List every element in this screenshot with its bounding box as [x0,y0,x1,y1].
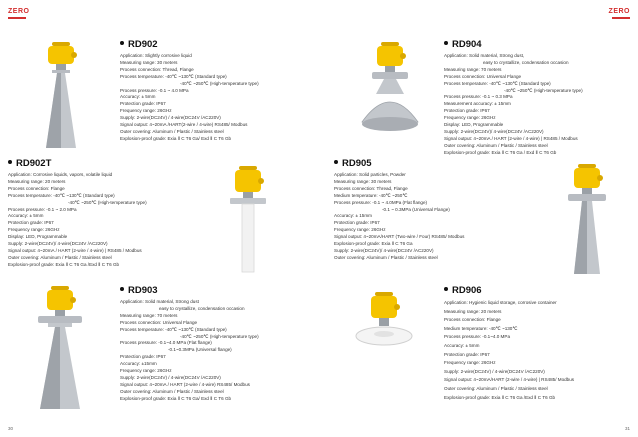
spec-item: Explosion-proof grade: Exia Ⅱ C T6 Ga /Exd Ⅱ C T6 Gb [444,394,556,400]
spec-item: Signal output: 4~20mA / HART (2-wire / 4-wire) | RS485 / Modbus [444,135,578,141]
spec-item: Supply: 2-wire(DC24V)/ 4-wire(DC24V /AC220V) [8,241,108,247]
brand-logo: ZERO [8,8,30,15]
spec-item: -40℃ ~250℃ (High-temperature type) [504,87,583,93]
spec-item: Application: Solid material, Strong dust [120,299,199,304]
spec-item: easy to crystallize, condensation occasion [483,59,569,65]
spec-item: Process connection: Universal Flange [444,73,522,79]
spec-item: Signal output: 4~20mA/HART (2-wire / 4-wire) | RS485/ Modbus [444,377,575,383]
spec-item: Process pressure: -0.1 ~ 4.0 MPa [120,87,189,93]
spec-item: Signal output: 4~20mA / HART (2-wire / 4-wire) RS485/ Modbus [120,381,250,387]
spec-item: Outer covering: Aluminum / Plastic / Stainless steel [444,142,548,148]
spec-item: Supply: 2-wire(DC24V)/ 4-wire(DC24V /AC220V) [334,247,434,253]
spec-item: Application: Hygienic liquid storage, corrosive container [444,300,557,305]
spec-item: -0.1~0.3MPa (Universal flange) [168,347,232,353]
spec-item: Process pressure: -0.1 ~ 0.3 MPa [444,94,513,100]
spec-item: Outer covering: Aluminum / Plastic / Stainless steel [120,388,224,394]
product-title: RD902T [8,158,147,169]
product-rd904 [444,39,583,157]
spec-item: Accuracy: ± 5mm [444,342,480,348]
spec-item: Process temperature: -40℃ ~130℃ (Standard type) [120,73,227,79]
spec-item: Process temperature: -40℃ ~130℃ (Standard type) [444,80,551,86]
product-title: RD906 [444,285,574,296]
product-rd905 [334,158,464,262]
spec-item: Protection grade: IP67 [334,220,380,226]
spec-item: Explosion-proof grade: Exia Ⅱ C T6 Ga/ Exd Ⅱ C T6 Gb [120,395,232,401]
spec-list [334,172,464,262]
spec-item: -0.1 ~ 0.3MPa (Universal Flange) [382,206,450,212]
spec-item: -40℃ ~250℃ (High-temperature type) [180,80,259,86]
product-rd903 [120,285,259,403]
spec-item: Signal output: 4~20mA/HART (Two-wire / Four) RS485/ Modbus [334,234,465,240]
spec-item: Outer covering: Aluminum / Plastic / Stainless steel [444,385,548,391]
spec-item: Signal output: 4~20mA / HART (2-wire / 4-wire) | RS485 / Modbus [8,247,142,253]
spec-item: Supply: 2-wire(DC24V) / 4-wire(DC24V /AC220V) [444,368,545,374]
spec-item: Process connection: Thread, Flange [120,66,194,72]
spec-item: Frequency range: 26GHz [334,227,386,233]
spec-item: easy to crystallize, condensation occasion [159,305,245,311]
spec-item: Frequency range: 26GHz [8,227,60,233]
spec-item: Outer covering: Aluminum / Plastic / Stainless steel [120,128,224,134]
rd904-device-icon [354,42,426,142]
spec-item: Application: Solid particles, Powder [334,172,406,177]
spec-list [120,299,259,403]
spec-item: Frequency range: 26GHz [120,368,172,374]
product-rd902 [120,39,259,143]
spec-item: Frequency range: 26GHz [444,360,496,366]
spec-item: -40℃ ~250℃ (High-temperature type) [180,333,259,339]
spec-item: Accuracy: ± 5mm [120,94,156,100]
spec-item: Protection grade: IP67 [8,220,54,226]
rd903-device-icon [34,286,86,411]
spec-item: Explosion-proof grade: Exia Ⅱ C T6 Ga/ Exd Ⅱ C T6 Gb [120,135,232,141]
spec-item: Measuring range: 30 meters [334,178,392,184]
spec-item: Process connection: Flange [444,317,501,323]
spec-item: Process pressure: -0.1 ~ 4.0MPa (Flat flange) [334,199,428,205]
spec-item: Measuring range: 70 meters [120,312,178,318]
spec-item: Protection grade: IP67 [120,354,166,360]
spec-item: Supply: 2-wire(DC24V)/ 4-wire(DC24V /AC220V) [444,128,544,134]
rd905-device-icon [566,164,608,276]
spec-item: Application: Solid material, Strong dust, [444,53,525,58]
spec-item: Medium temperature: -40℃ ~250℃ [334,192,408,198]
spec-item: Process temperature: -40℃ ~130℃ (Standard type) [120,326,227,332]
spec-item: Supply: 2-wire(DC24V) / 4-wire(DC24V /AC220V) [120,115,221,121]
spec-item: Process pressure: -0.1~4.0 MPa [444,334,511,340]
brand-underline [8,17,26,19]
spec-item: Explosion-proof grade: Exia Ⅱ C T6 Ga /Exd Ⅱ C T6 Gb [8,261,120,267]
spec-item: Explosion-proof grade: Exia Ⅱ C T6 Ga [334,241,413,247]
page-number: 31 [624,426,630,431]
spec-item: Outer covering: Aluminum / Plastic / Stainless steel [8,254,112,260]
spec-item: Medium temperature: -40℃ ~130℃ [444,325,518,331]
spec-item: Process connection: Flange [8,185,65,191]
spec-item: Explosion-proof grade: Exia Ⅱ C T6 Ga / Exd Ⅱ C T6 Gb [444,149,557,155]
product-rd902t [8,158,147,269]
spec-item: Measuring range: 30 meters [120,59,178,65]
spec-item: Accuracy: ± 5mm [8,213,44,219]
spec-item: Process connection: Thread, Flange [334,185,408,191]
spec-item: -40℃ ~250℃ (High-temperature type) [68,199,147,205]
spec-item: Protection grade: IP67 [444,108,490,114]
spec-item: Outer covering: Aluminum / Plastic / Stainless steel [334,254,438,260]
spec-list [120,53,259,143]
spec-item: Frequency range: 26GHz [120,108,172,114]
spec-item: Process connection: Universal Flange [120,319,198,325]
spec-item: Process pressure: -0.1~4.0 MPa (Flat flange) [120,340,212,346]
spec-item: Application: Slightly corrosive liquid [120,53,192,58]
spec-item: Measuring range: 70 meters [444,66,502,72]
spec-item: Process temperature: -40℃ ~130℃ (Standard type) [8,192,115,198]
spec-item: Protection grade: IP67 [120,101,166,107]
spec-item: Frequency range: 26GHz [444,115,496,121]
spec-item: Display: LED, Programmable [8,234,68,240]
spec-item: Measuring range: 20 meters [8,178,66,184]
spec-item: Application: Corrosive liquids, vapors, volatile liquid [8,172,113,177]
spec-item: Protection grade: IP67 [444,351,490,357]
spec-item: Measurement accuracy: ± 15mm [444,101,511,107]
spec-item: Accuracy: ±15mm [120,361,157,367]
product-title: RD904 [444,39,583,50]
spec-item: Accuracy: ± 15mm [334,213,373,219]
page-number: 30 [8,426,14,431]
brand-logo: ZERO [608,8,630,15]
rd906-device-icon [352,292,416,348]
spec-item: Display: LED, Programmable [444,122,504,128]
rd902-device-icon [38,42,84,150]
spec-list [444,53,583,157]
product-title: RD905 [334,158,464,169]
product-rd906 [444,285,574,402]
spec-item: Signal output: 4~20mA /HART(2-wire / 4-wire) RS485/ Modbus [120,122,248,128]
spec-list [444,299,574,402]
spec-item: Supply: 2-wire(DC24V) / 4-wire(DC24V /AC220V) [120,374,221,380]
spec-item: Measuring range: 20 meters [444,308,502,314]
product-title: RD902 [120,39,259,50]
spec-item: Process pressure: -0.1 ~ 2.0 MPa [8,206,77,212]
rd902t-device-icon [226,166,270,274]
spec-list [8,172,147,269]
product-title: RD903 [120,285,259,296]
brand-underline [612,17,630,19]
